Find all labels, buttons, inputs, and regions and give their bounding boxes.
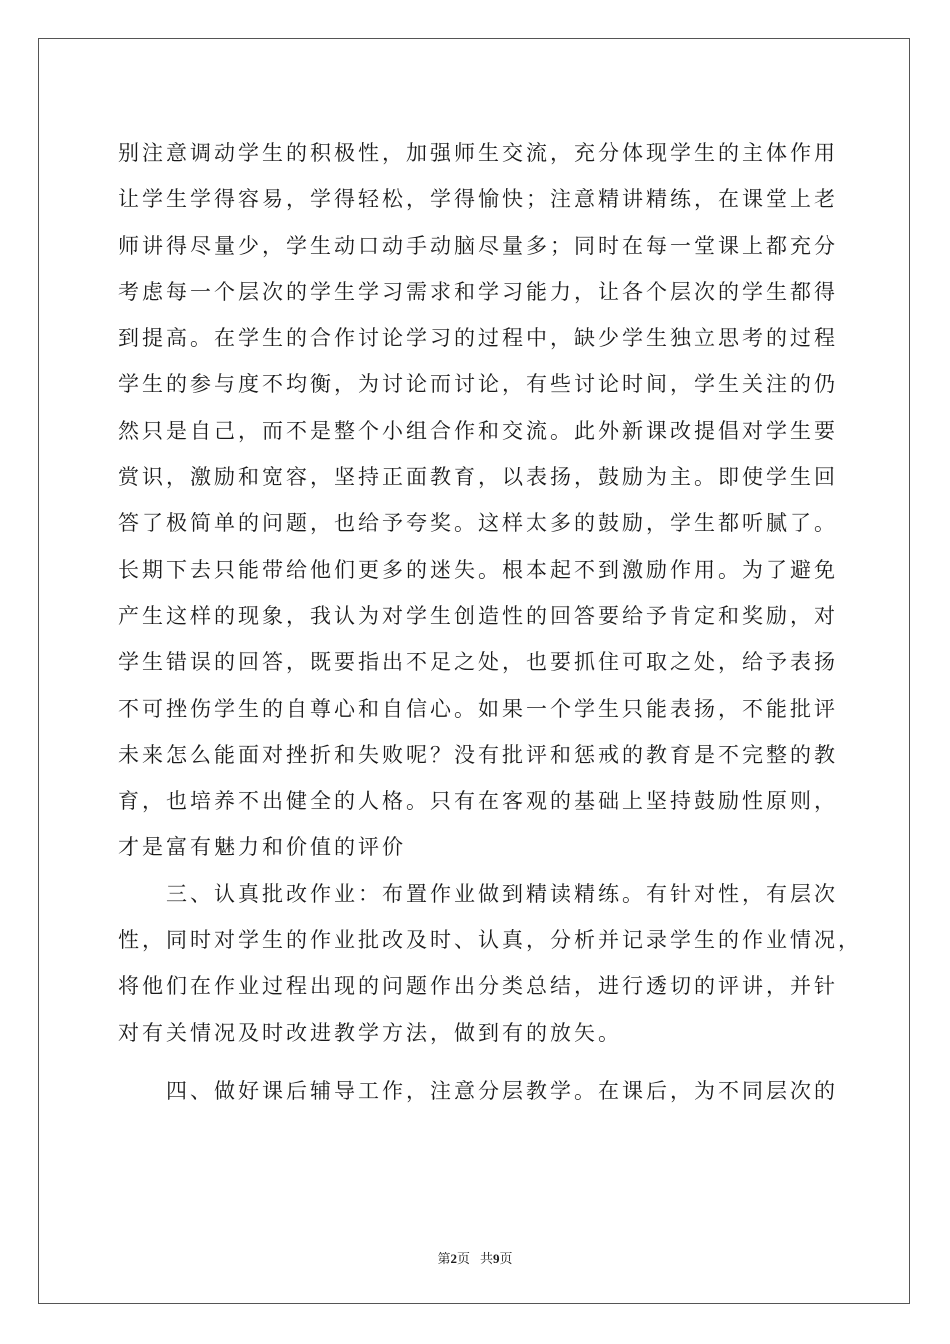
page-prefix: 第	[437, 1252, 451, 1267]
text-line: 别注意调动学生的积极性，加强师生交流，充分体现学生的主体作用	[118, 141, 838, 165]
total-suffix: 页	[499, 1252, 513, 1267]
text-line: 才是富有魅力和价值的评价	[118, 835, 406, 860]
text-line: 不可挫伤学生的自尊心和自信心。如果一个学生只能表扬，不能批评	[118, 696, 838, 721]
text-line: 育，也培养不出健全的人格。只有在客观的基础上坚持鼓励性原则，	[118, 789, 838, 814]
total-prefix: 共	[480, 1252, 494, 1267]
page-suffix: 页	[456, 1252, 470, 1267]
text-line: 让学生学得容易，学得轻松，学得愉快；注意精讲精练，在课堂上老	[118, 187, 838, 212]
text-line: 对有关情况及时改进教学方法，做到有的放矢。	[118, 1020, 622, 1045]
paragraph-section-three	[118, 871, 862, 1056]
paragraph-section-four	[118, 1068, 838, 1114]
total-pages: 9	[493, 1251, 500, 1266]
text-line: 长期下去只能带给他们更多的迷失。根本起不到激励作用。为了避免	[118, 557, 838, 582]
paragraph-heading-three: 三、认真批改作业：布置作业做到精读精练。有针对性，有层次	[166, 881, 838, 906]
page-number: 2	[450, 1251, 457, 1266]
text-line: 未来怎么能面对挫折和失败呢？没有批评和惩戒的教育是不完整的教	[118, 742, 838, 767]
text-line: 然只是自己，而不是整个小组合作和交流。此外新课改提倡对学生要	[118, 418, 838, 443]
text-line: 性，同时对学生的作业批改及时、认真，分析并记录学生的作业情况，	[118, 928, 862, 953]
text-line: 到提高。在学生的合作讨论学习的过程中，缺少学生独立思考的过程	[118, 326, 838, 351]
page-footer	[0, 1248, 950, 1267]
paragraph-heading-four: 四、做好课后辅导工作，注意分层教学。在课后，为不同层次的	[166, 1078, 838, 1103]
text-line: 师讲得尽量少，学生动口动手动脑尽量多；同时在每一堂课上都充分	[118, 233, 838, 258]
text-line: 学生错误的回答，既要指出不足之处，也要抓住可取之处，给予表扬	[118, 650, 838, 675]
document-body	[118, 130, 862, 1114]
text-line: 考虑每一个层次的学生学习需求和学习能力，让各个层次的学生都得	[118, 279, 838, 304]
text-line: 产生这样的现象，我认为对学生创造性的回答要给予肯定和奖励，对	[118, 603, 838, 628]
text-line: 学生的参与度不均衡，为讨论而讨论，有些讨论时间，学生关注的仍	[118, 372, 838, 397]
text-line: 将他们在作业过程出现的问题作出分类总结，进行透切的评讲，并针	[118, 974, 838, 999]
text-line: 答了极简单的问题，也给予夸奖。这样太多的鼓励，学生都听腻了。	[118, 511, 838, 536]
text-line: 赏识，激励和宽容，坚持正面教育，以表扬，鼓励为主。即使学生回	[118, 465, 838, 490]
